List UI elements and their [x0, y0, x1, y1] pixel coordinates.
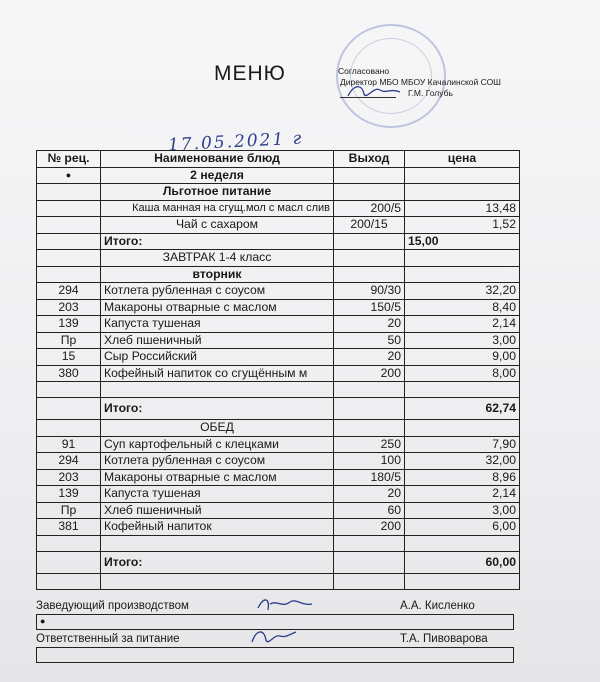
table-row: [37, 233, 520, 250]
dish-price: 3,00: [405, 332, 520, 349]
header-output: Выход: [334, 151, 405, 168]
dish-output: 20: [334, 349, 405, 366]
dish-output: 150/5: [334, 299, 405, 316]
recipe-no: 381: [37, 519, 101, 536]
lunch-title: ОБЕД: [101, 420, 334, 437]
dish-price: 2,14: [405, 316, 520, 333]
dish-price: 1,52: [405, 217, 520, 234]
table-row: [37, 250, 520, 267]
dish-output: 200: [334, 365, 405, 382]
responsible-signature: [248, 626, 298, 648]
responsible-label: Ответственный за питание: [36, 633, 180, 645]
dish-output: 100: [334, 453, 405, 470]
table-row: [37, 573, 520, 589]
footer-box: [36, 648, 514, 663]
dish-output: 250: [334, 436, 405, 453]
dish-name: Макароны отварные с маслом: [101, 299, 334, 316]
day-label: вторник: [101, 266, 334, 283]
header-recipe-no: № рец.: [37, 151, 101, 168]
recipe-no: 380: [37, 365, 101, 382]
dish-output: 60: [334, 502, 405, 519]
recipe-no: 15: [37, 349, 101, 366]
menu-table: [36, 150, 520, 590]
dish-price: 13,48: [405, 200, 520, 217]
table-row: [37, 184, 520, 201]
dish-name: Кофейный напиток со сгущённым м: [101, 365, 334, 382]
dish-name: Котлета рубленная с соусом: [101, 283, 334, 300]
dish-name: Хлеб пшеничный: [101, 332, 334, 349]
dish-name: Суп картофельный с клецками: [101, 436, 334, 453]
table-row: [37, 453, 520, 470]
dish-name: Котлета рубленная с соусом: [101, 453, 334, 470]
dish-output: 50: [334, 332, 405, 349]
director-signature: [344, 80, 404, 102]
table-row: [37, 469, 520, 486]
dish-output: 90/30: [334, 283, 405, 300]
total-label: Итого:: [101, 398, 334, 420]
header-dish-name: Наименование блюд: [101, 151, 334, 168]
dish-name: Хлеб пшеничный: [101, 502, 334, 519]
manager-signature: [252, 594, 316, 616]
ink-mark: ●: [37, 167, 101, 184]
ink-mark: ●: [40, 616, 46, 626]
benefit-total: 15,00: [405, 233, 520, 250]
table-row: [37, 486, 520, 503]
dish-name: Капуста тушеная: [101, 316, 334, 333]
recipe-no: 203: [37, 299, 101, 316]
table-row: [37, 200, 520, 217]
dish-output: 200/5: [334, 200, 405, 217]
manager-name: А.А. Кисленко: [400, 600, 475, 612]
dish-name: Каша манная на сгущ.мол с масл слив: [101, 200, 334, 217]
dish-price: 3,00: [405, 502, 520, 519]
table-row: [37, 167, 520, 184]
dish-price: 2,14: [405, 486, 520, 503]
dish-price: 9,00: [405, 349, 520, 366]
lunch-total: 60,00: [405, 551, 520, 573]
table-row: [37, 420, 520, 437]
recipe-no: 139: [37, 486, 101, 503]
recipe-no: 91: [37, 436, 101, 453]
dish-output: 20: [334, 486, 405, 503]
table-row: [37, 365, 520, 382]
dish-price: 32,20: [405, 283, 520, 300]
table-header-row: [37, 151, 520, 168]
dish-price: 7,90: [405, 436, 520, 453]
manager-label: Заведующий производством: [36, 600, 189, 612]
dish-price: 8,96: [405, 469, 520, 486]
recipe-no: Пр: [37, 502, 101, 519]
recipe-no: 203: [37, 469, 101, 486]
table-row: [37, 316, 520, 333]
dish-price: 6,00: [405, 519, 520, 536]
page-title: МЕНЮ: [214, 62, 286, 85]
recipe-no: 294: [37, 453, 101, 470]
dish-output: 180/5: [334, 469, 405, 486]
week-label: 2 неделя: [101, 167, 334, 184]
table-row: [37, 551, 520, 573]
handwritten-date: 17.05.2021 г: [167, 128, 304, 156]
table-row: [37, 535, 520, 551]
table-row: [37, 519, 520, 536]
table-row: [37, 398, 520, 420]
approval-line-3: Г.М. Голубь: [408, 88, 453, 98]
table-row: [37, 217, 520, 234]
dish-price: 8,40: [405, 299, 520, 316]
approval-line-2: Директор МБО МБОУ Качалинской СОШ: [340, 77, 501, 87]
table-row: [37, 266, 520, 283]
header-price: цена: [405, 151, 520, 168]
total-label: Итого:: [101, 551, 334, 573]
table-row: [37, 349, 520, 366]
dish-output: 200: [334, 519, 405, 536]
recipe-no: 139: [37, 316, 101, 333]
dish-name: Сыр Российский: [101, 349, 334, 366]
recipe-no: Пр: [37, 332, 101, 349]
benefit-title: Льготное питание: [101, 184, 334, 201]
dish-output: 20: [334, 316, 405, 333]
total-label: Итого:: [101, 233, 334, 250]
table-row: [37, 502, 520, 519]
dish-name: Кофейный напиток: [101, 519, 334, 536]
table-row: [37, 283, 520, 300]
dish-output: 200/15: [334, 217, 405, 234]
dish-name: Макароны отварные с маслом: [101, 469, 334, 486]
responsible-name: Т.А. Пивоварова: [400, 633, 488, 645]
dish-price: 32,00: [405, 453, 520, 470]
recipe-no: 294: [37, 283, 101, 300]
breakfast-total: 62,74: [405, 398, 520, 420]
breakfast-title: ЗАВТРАК 1-4 класс: [101, 250, 334, 267]
table-row: [37, 436, 520, 453]
dish-price: 8,00: [405, 365, 520, 382]
dish-name: Чай с сахаром: [101, 217, 334, 234]
dish-name: Капуста тушеная: [101, 486, 334, 503]
table-row: [37, 332, 520, 349]
table-row: [37, 382, 520, 398]
table-row: [37, 299, 520, 316]
approval-line-1: Согласовано: [338, 66, 390, 76]
